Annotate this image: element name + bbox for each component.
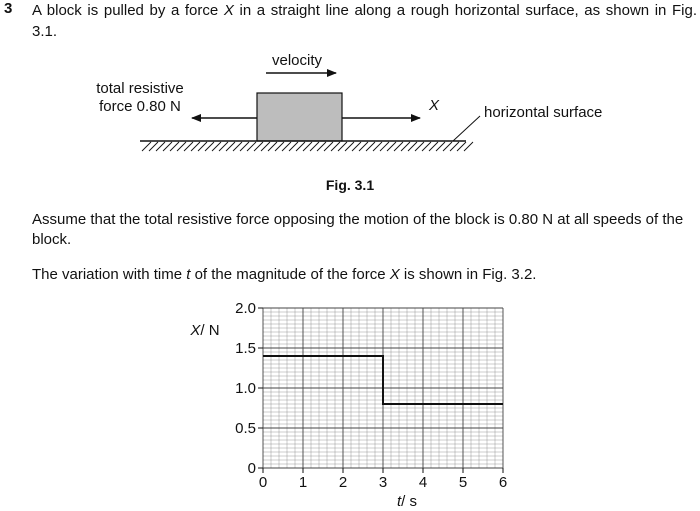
- x-axis-label: t/ s: [396, 493, 418, 510]
- chart-tick-labels: [235, 300, 507, 491]
- x-tick-label: 4: [418, 474, 428, 491]
- variation-text: The variation with time t of the magnitude of the force X is shown in Fig. 3.2.: [32, 266, 537, 283]
- resistive-force-label-line1: total resistive: [96, 80, 184, 97]
- x-tick-label: 2: [338, 474, 348, 491]
- x-tick-label: 1: [298, 474, 308, 491]
- surface-hatching: [142, 142, 473, 151]
- x-tick-label: 6: [498, 474, 508, 491]
- question-number: 3: [4, 0, 13, 17]
- fig-3-2-chart: [0, 290, 700, 511]
- y-tick-label: 1.5: [235, 340, 256, 357]
- fig-3-1-diagram: [0, 0, 700, 200]
- force-variable: X: [223, 2, 234, 19]
- y-tick-label: 0: [247, 460, 256, 477]
- velocity-label: velocity: [271, 52, 323, 69]
- x-tick-label: 3: [378, 474, 388, 491]
- fig-3-1-caption: Fig. 3.1: [325, 177, 375, 193]
- resistive-force-label-line2: force 0.80 N: [99, 98, 181, 115]
- surface-label-leader: [453, 116, 480, 141]
- y-tick-label: 2.0: [235, 300, 256, 317]
- x-tick-label: 0: [258, 474, 268, 491]
- surface-label: horizontal surface: [484, 104, 603, 121]
- assumption-text: Assume that the total resistive force opposing the motion of the block is 0.80 N at all speeds of the block.: [32, 211, 684, 248]
- question-intro: A block is pulled by a force X in a straight line along a rough horizontal surface, as shown in Fig. 3.1.: [32, 2, 698, 40]
- y-tick-label: 1.0: [235, 380, 256, 397]
- pulling-force-label: X: [429, 97, 440, 114]
- y-axis-label: X/ N: [190, 322, 220, 339]
- y-tick-label: 0.5: [235, 420, 256, 437]
- x-tick-label: 5: [458, 474, 468, 491]
- block: [257, 93, 342, 141]
